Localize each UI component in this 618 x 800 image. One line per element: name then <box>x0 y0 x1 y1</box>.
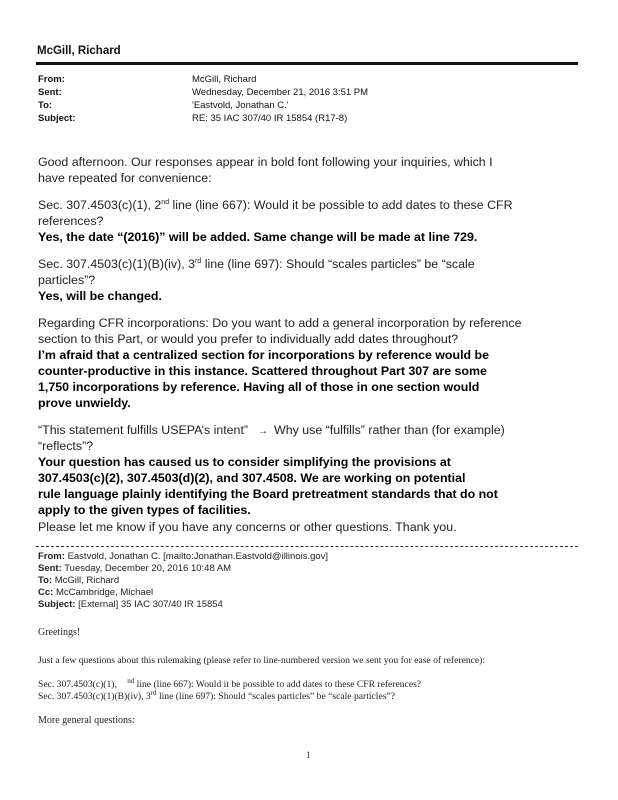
answer-1: Yes, the date “(2016)” will be added. Same change will be made at line 729. <box>38 230 478 244</box>
orig-greeting: Greetings! <box>38 627 81 638</box>
header-to-label: To: <box>38 100 53 111</box>
answer-4-line-1: Your question has caused us to consider simplifying the provisions at <box>38 455 451 469</box>
header-sent-label: Sent: <box>38 87 62 98</box>
question-4-line-2: “reflects”? <box>38 439 94 453</box>
header-to-value: 'Eastvold, Jonathan C.' <box>192 100 289 111</box>
intro-line-1: Good afternoon. Our responses appear in bold font following your inquiries, which I <box>38 155 493 169</box>
question-4-line-1: “This statement fulfills USEPA’s intent” → Why use “fulfills” rather than (for example) <box>38 423 505 437</box>
orig-more: More general questions: <box>38 715 135 726</box>
question-3-line-1: Regarding CFR incorporations: Do you want to add a general incorporation by reference <box>38 316 522 330</box>
answer-3-line-2: counter-productive in this instance. Scattered throughout Part 307 are some <box>38 364 487 378</box>
reply-divider <box>36 546 578 547</box>
closing-line: Please let me know if you have any concerns or other questions. Thank you. <box>38 520 457 534</box>
fwd-to: To: McGill, Richard <box>38 575 120 586</box>
fwd-cc: Cc: McCambridge, Michael <box>38 587 154 598</box>
page-number: 1 <box>306 750 311 760</box>
answer-4-line-2: 307.4503(c)(2), 307.4503(d)(2), and 307.4508. We are working on potential <box>38 471 466 485</box>
question-1-line-1: Sec. 307.4503(c)(1), 2nd line (line 667): Would it be possible to add dates to these CFR <box>38 198 513 212</box>
fwd-from-value[interactable]: Eastvold, Jonathan C. [mailto:Jonathan.Eastvold@illinois.gov] <box>67 551 329 562</box>
header-rule <box>36 62 578 65</box>
fwd-subject: Subject: [External] 35 IAC 307/40 IR 15854 <box>38 599 223 610</box>
header-from-value: McGill, Richard <box>192 74 257 85</box>
orig-line-1: Just a few questions about this rulemaking (please refer to line-numbered version we sent you for ease of reference): <box>38 655 486 666</box>
sender-name: McGill, Richard <box>37 45 121 57</box>
orig-question-2: Sec. 307.4503(c)(1)(B)(iv), 3rd line (line 697): Should “scales particles” be “scale particles”? <box>38 688 395 702</box>
fwd-sent: Sent: Tuesday, December 20, 2016 10:48 AM <box>38 563 232 574</box>
header-subject-value: RE: 35 IAC 307/40 IR 15854 (R17-8) <box>192 113 348 124</box>
arrow-icon: → <box>258 426 269 437</box>
header-subject-label: Subject: <box>38 113 76 124</box>
answer-4-line-3: rule language plainly identifying the Board pretreatment standards that do not <box>38 487 498 501</box>
answer-3-line-4: prove unwieldy. <box>38 396 131 410</box>
question-3-line-2: section to this Part, or would you prefer to individually add dates throughout? <box>38 332 459 346</box>
answer-3-line-3: 1,750 incorporations by reference. Having all of those in one section would <box>38 380 480 394</box>
question-1-line-2: references? <box>38 214 104 228</box>
answer-3-line-1: I’m afraid that a centralized section for incorporations by reference would be <box>38 348 489 362</box>
header-sent-value: Wednesday, December 21, 2016 3:51 PM <box>192 87 369 98</box>
header-from-label: From: <box>38 74 65 85</box>
intro-line-2: have repeated for convenience: <box>38 171 212 185</box>
orig-question-1: Sec. 307.4503(c)(1), $^{nd}$ line (line 667): Would it be possible to add dates to these CFR references? <box>38 676 422 690</box>
answer-4-line-4: apply to the given types of facilities. <box>38 503 251 517</box>
question-2-line-2: particles”? <box>38 273 96 287</box>
question-2-line-1: Sec. 307.4503(c)(1)(B)(iv), 3rd line (line 697): Should “scales particles” be “scale <box>38 257 475 271</box>
answer-2: Yes, will be changed. <box>38 289 162 303</box>
fwd-from: From: Eastvold, Jonathan C. [mailto:Jonathan.Eastvold@illinois.gov] <box>38 551 329 562</box>
